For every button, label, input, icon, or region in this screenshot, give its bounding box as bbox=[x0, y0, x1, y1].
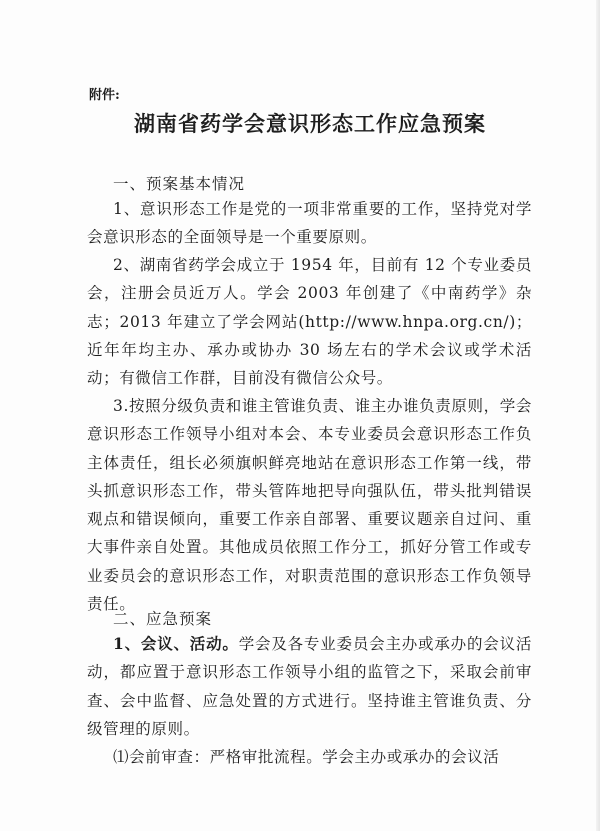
section-heading-2: 二、应急预案 bbox=[113, 610, 213, 628]
paragraph-2-1 bbox=[87, 630, 532, 743]
paragraph-2-1-text: 学会及各专业委员会主办或承办的会议活动，都应置于意识形态工作领导小组的监管之下，采取会前审查、会中监督、应急处置的方式进行。坚持谁主管谁负责、分级管理的原则。 bbox=[87, 635, 532, 738]
paragraph-2-2 bbox=[87, 743, 532, 771]
scan-edge-shadow bbox=[596, 0, 600, 831]
section-heading-1: 一、预案基本情况 bbox=[113, 175, 246, 193]
paragraph-2-1-lead: 1、会议、活动。 bbox=[113, 634, 239, 653]
paragraph-2-2-lead: ⑴会前审查： bbox=[113, 748, 210, 766]
paragraph-1-3: 3.按照分级负责和谁主管谁负责、谁主办谁负责原则，学会意识形态工作领导小组对本会、本专业委员会意识形态工作负主体责任，组长必须旗帜鲜亮地站在意识形态工作第一线，带头抓意识形态工作，带头管阵地把导向强队伍，带头批判错误观点和错误倾向，重要工作亲自部署、重要议题亲自过问、重大事件亲自处置。其他成员依照工作分工，抓好分管工作或专业委员会的意识形态工作，对职责范围的意识形态工作负领导责任。 bbox=[87, 397, 532, 614]
paragraph-2-2-text: 严格审批流程。学会主办或承办的会议活 bbox=[209, 748, 500, 766]
paragraph-1-2: 2、湖南省药学会成立于 1954 年，目前有 12 个专业委员会，注册会员近万人。学会 2003 年创建了《中南药学》杂志；2013 年建立了学会网站(http://www.hnpa.org.cn/)；近年年均主办、承办或协办 30 场左右的学术会议或学术活动；有微信工作群，目前没有微信公众号。 bbox=[87, 256, 532, 388]
document-title: 湖南省药学会意识形态工作应急预案 bbox=[134, 112, 486, 136]
paragraph-1-1: 1、意识形态工作是党的一项非常重要的工作，坚持党对学会意识形态的全面领导是一个重要原则。 bbox=[87, 200, 532, 247]
attachment-label: 附件: bbox=[89, 88, 120, 103]
